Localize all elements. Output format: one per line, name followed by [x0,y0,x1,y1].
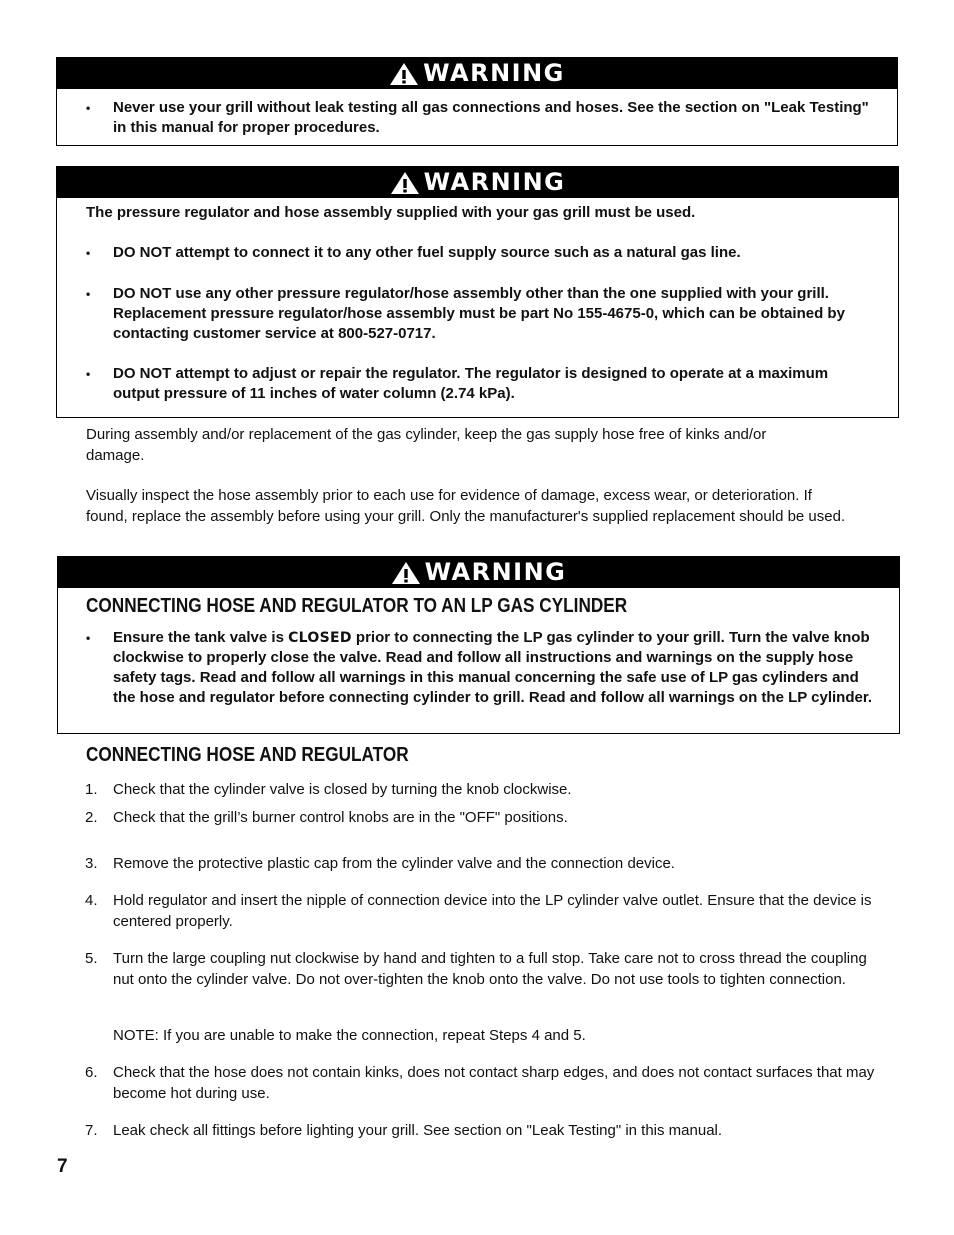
warning-label: WARNING [424,558,567,586]
bullet-text: Never use your grill without leak testing all gas connections and hoses. See the section on "Leak Testing" in this manual for proper procedures. [113,99,869,136]
warning-label: WARNING [423,59,565,87]
warning-triangle-icon [389,62,419,86]
warning-label: WARNING [423,168,566,196]
warning-box-regulator: WARNING The pressure regulator and hose assembly supplied with your gas grill must be used. • DO NOT attempt to connect it to any other fuel supply source such as a natural gas line. • DO NOT use any other pressure regulator/hose assembly other than the one supplied with your grill. Replacement pressure regulator/hose assembly must be part No 155-4675-0, which can be obtained by contacting customer service at 800-527-0717. • DO NOT attempt to adjust or repair the regulator. The regulator is designed to operate at a maximum output pressure of 11 inches of water column (2.74 kPa). [56,166,899,418]
warning-intro: The pressure regulator and hose assembly supplied with your gas grill must be used. [86,204,696,221]
page-number: 7 [57,1156,68,1177]
paragraph-inspect-hose: Visually inspect the hose assembly prior to each use for evidence of damage, excess wear, or deterioration. If found, replace the assembly before using your grill. Only the manufacturer's supplied replacement should be used. [86,487,846,525]
closed-emphasis: CLOSED [288,630,352,646]
section-heading-lp-cylinder: CONNECTING HOSE AND REGULATOR TO AN LP GAS CYLINDER [86,595,628,617]
warning-header [58,557,899,588]
warning-header [57,58,897,89]
warning-header [57,167,898,198]
step-note: NOTE: If you are unable to make the connection, repeat Steps 4 and 5. [113,1027,586,1044]
bullet-text: DO NOT use any other pressure regulator/hose assembly other than the one supplied with your grill. Replacement pressure regulator/hose assembly must be part No 155-4675-0, which can be obtained by contacting customer service at 800-527-0717. [113,285,845,342]
bullet-text: Ensure the tank valve is CLOSED prior to connecting the LP gas cylinder to your grill. Turn the valve knob clockwise to properly close the valve. Read and follow all instructions and warnings on the supply hose safety tags. Read and follow all warnings in this manual concerning the safe use of LP gas cylinders and the hose and regulator before connecting cylinder to grill. Read and follow all warnings on the LP cylinder. [113,629,873,706]
bullet-text: DO NOT attempt to adjust or repair the regulator. The regulator is designed to operate at a maximum output pressure of 11 inches of water column (2.74 kPa). [113,365,829,402]
warning-box-lp-cylinder: WARNING CONNECTING HOSE AND REGULATOR TO AN LP GAS CYLINDER • Ensure the tank valve is CLOSED prior to connecting the LP gas cylinder to your grill. Turn the valve knob clockwise to properly close the valve. Read and follow all instructions and warnings on the supply hose safety tags. Read and follow all warnings in this manual concerning the safe use of LP gas cylinders and the hose and regulator before connecting cylinder to grill. Read and follow all warnings on the LP cylinder. [57,556,900,734]
warning-triangle-icon [390,171,420,195]
bullet-text: DO NOT attempt to connect it to any other fuel supply source such as a natural gas line. [113,244,741,261]
section-heading-hose-regulator: CONNECTING HOSE AND REGULATOR [86,744,409,766]
warning-box-leak-testing: WARNING • Never use your grill without leak testing all gas connections and hoses. See the section on "Leak Testing" in this manual for proper procedures. [56,57,898,146]
warning-triangle-icon [391,561,421,585]
paragraph-hose-kinks: During assembly and/or replacement of the gas cylinder, keep the gas supply hose free of kinks and/or damage. [86,426,767,464]
